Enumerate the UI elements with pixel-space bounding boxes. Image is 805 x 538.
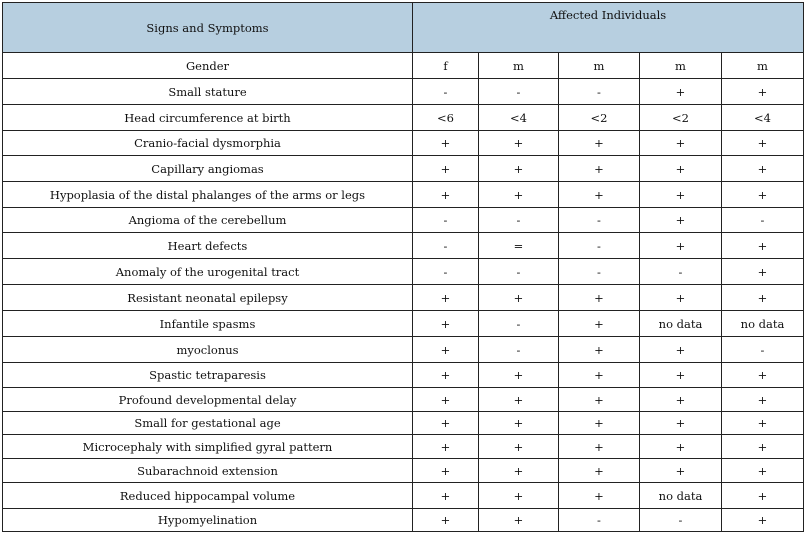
individual-1-value: +	[413, 483, 479, 509]
symptom-label: Small stature	[3, 79, 413, 105]
symptom-label: Resistant neonatal epilepsy	[3, 285, 413, 311]
individual-5-value: +	[722, 156, 804, 182]
symptom-label: Heart defects	[3, 233, 413, 259]
symptom-label: Angioma of the cerebellum	[3, 208, 413, 233]
affected-header: Affected Individuals	[413, 3, 804, 53]
individual-2-value: +	[479, 459, 559, 483]
individual-2-value: +	[479, 285, 559, 311]
table-row	[3, 156, 804, 182]
individual-3-value: +	[559, 337, 640, 363]
table-row	[3, 388, 804, 412]
symptom-label: Gender	[3, 53, 413, 79]
individual-4-value: no data	[640, 483, 722, 509]
table-row	[3, 182, 804, 208]
table-row	[3, 233, 804, 259]
individual-3-value: -	[559, 208, 640, 233]
individual-4-value: +	[640, 233, 722, 259]
individual-4-value: +	[640, 208, 722, 233]
individual-2-value: -	[479, 311, 559, 337]
symptom-label: Cranio-facial dysmorphia	[3, 131, 413, 156]
individual-4-value: +	[640, 459, 722, 483]
individual-5-value: +	[722, 459, 804, 483]
symptom-label: myoclonus	[3, 337, 413, 363]
individual-4-value: -	[640, 509, 722, 532]
table-body	[3, 53, 804, 532]
individual-3-value: +	[559, 156, 640, 182]
individual-4-value: +	[640, 435, 722, 459]
individual-2-value: <4	[479, 105, 559, 131]
individual-1-value: -	[413, 79, 479, 105]
individual-2-value: -	[479, 337, 559, 363]
individual-3-value: -	[559, 509, 640, 532]
individual-3-value: +	[559, 311, 640, 337]
symptom-label: Anomaly of the urogenital tract	[3, 259, 413, 285]
individual-5-value: +	[722, 259, 804, 285]
individual-1-value: +	[413, 131, 479, 156]
individual-3-value: +	[559, 363, 640, 388]
individual-3-value: +	[559, 435, 640, 459]
individual-5-value: +	[722, 131, 804, 156]
individual-1-value: -	[413, 208, 479, 233]
symptom-label: Head circumference at birth	[3, 105, 413, 131]
signs-header: Signs and Symptoms	[3, 3, 413, 53]
table-row	[3, 483, 804, 509]
individual-2-value: +	[479, 435, 559, 459]
table-row	[3, 79, 804, 105]
symptom-label: Hypomyelination	[3, 509, 413, 532]
individual-2-value: +	[479, 509, 559, 532]
individual-5-value: +	[722, 285, 804, 311]
individual-5-value: +	[722, 388, 804, 412]
individual-1-value: -	[413, 233, 479, 259]
symptom-label: Spastic tetraparesis	[3, 363, 413, 388]
individual-4-value: +	[640, 79, 722, 105]
individual-5-value: +	[722, 509, 804, 532]
individual-4-value: +	[640, 412, 722, 435]
individual-4-value: +	[640, 388, 722, 412]
individual-4-value: no data	[640, 311, 722, 337]
individual-1-value: +	[413, 435, 479, 459]
individual-5-value: +	[722, 79, 804, 105]
table-row	[3, 337, 804, 363]
individual-1-value: +	[413, 337, 479, 363]
individual-2-value: +	[479, 363, 559, 388]
individual-5-value: +	[722, 412, 804, 435]
individual-4-value: +	[640, 337, 722, 363]
individual-3-value: -	[559, 259, 640, 285]
individual-2-value: -	[479, 208, 559, 233]
individual-5-value: <4	[722, 105, 804, 131]
individual-5-value: -	[722, 208, 804, 233]
individual-3-value: m	[559, 53, 640, 79]
individual-1-value: +	[413, 156, 479, 182]
individual-5-value: -	[722, 337, 804, 363]
symptoms-table	[2, 2, 804, 532]
individual-3-value: +	[559, 285, 640, 311]
individual-1-value: +	[413, 459, 479, 483]
individual-2-value: +	[479, 131, 559, 156]
individual-1-value: +	[413, 363, 479, 388]
symptom-label: Subarachnoid extension	[3, 459, 413, 483]
table-row	[3, 459, 804, 483]
individual-1-value: <6	[413, 105, 479, 131]
individual-3-value: +	[559, 412, 640, 435]
individual-3-value: -	[559, 79, 640, 105]
table-row	[3, 363, 804, 388]
individual-5-value: +	[722, 182, 804, 208]
individual-1-value: -	[413, 259, 479, 285]
individual-1-value: +	[413, 182, 479, 208]
individual-4-value: m	[640, 53, 722, 79]
individual-1-value: f	[413, 53, 479, 79]
individual-4-value: <2	[640, 105, 722, 131]
individual-2-value: +	[479, 182, 559, 208]
individual-3-value: +	[559, 131, 640, 156]
individual-2-value: -	[479, 79, 559, 105]
individual-4-value: +	[640, 363, 722, 388]
symptom-label: Hypoplasia of the distal phalanges of the arms or legs	[3, 182, 413, 208]
individual-4-value: +	[640, 156, 722, 182]
table-row	[3, 105, 804, 131]
individual-2-value: =	[479, 233, 559, 259]
individual-1-value: +	[413, 311, 479, 337]
individual-5-value: +	[722, 233, 804, 259]
table-row	[3, 53, 804, 79]
individual-5-value: no data	[722, 311, 804, 337]
individual-3-value: +	[559, 483, 640, 509]
symptom-label: Reduced hippocampal volume	[3, 483, 413, 509]
individual-2-value: m	[479, 53, 559, 79]
table-row	[3, 285, 804, 311]
symptom-label: Small for gestational age	[3, 412, 413, 435]
header-row	[3, 3, 804, 53]
individual-5-value: +	[722, 435, 804, 459]
individual-1-value: +	[413, 388, 479, 412]
individual-4-value: +	[640, 131, 722, 156]
individual-1-value: +	[413, 509, 479, 532]
symptom-label: Capillary angiomas	[3, 156, 413, 182]
table-row	[3, 412, 804, 435]
individual-1-value: +	[413, 412, 479, 435]
individual-2-value: +	[479, 156, 559, 182]
individual-3-value: +	[559, 459, 640, 483]
individual-4-value: +	[640, 182, 722, 208]
table-row	[3, 259, 804, 285]
individual-3-value: +	[559, 388, 640, 412]
individual-2-value: +	[479, 483, 559, 509]
individual-3-value: -	[559, 233, 640, 259]
individual-2-value: -	[479, 259, 559, 285]
individual-5-value: m	[722, 53, 804, 79]
individual-4-value: +	[640, 285, 722, 311]
individual-1-value: +	[413, 285, 479, 311]
table-row	[3, 131, 804, 156]
individual-2-value: +	[479, 412, 559, 435]
table-row	[3, 208, 804, 233]
individual-5-value: +	[722, 483, 804, 509]
table-row	[3, 311, 804, 337]
table-row	[3, 509, 804, 532]
individual-2-value: +	[479, 388, 559, 412]
individual-5-value: +	[722, 363, 804, 388]
individual-4-value: -	[640, 259, 722, 285]
table-row	[3, 435, 804, 459]
individual-3-value: +	[559, 182, 640, 208]
individual-3-value: <2	[559, 105, 640, 131]
symptom-label: Profound developmental delay	[3, 388, 413, 412]
symptom-label: Infantile spasms	[3, 311, 413, 337]
symptom-label: Microcephaly with simplified gyral pattern	[3, 435, 413, 459]
